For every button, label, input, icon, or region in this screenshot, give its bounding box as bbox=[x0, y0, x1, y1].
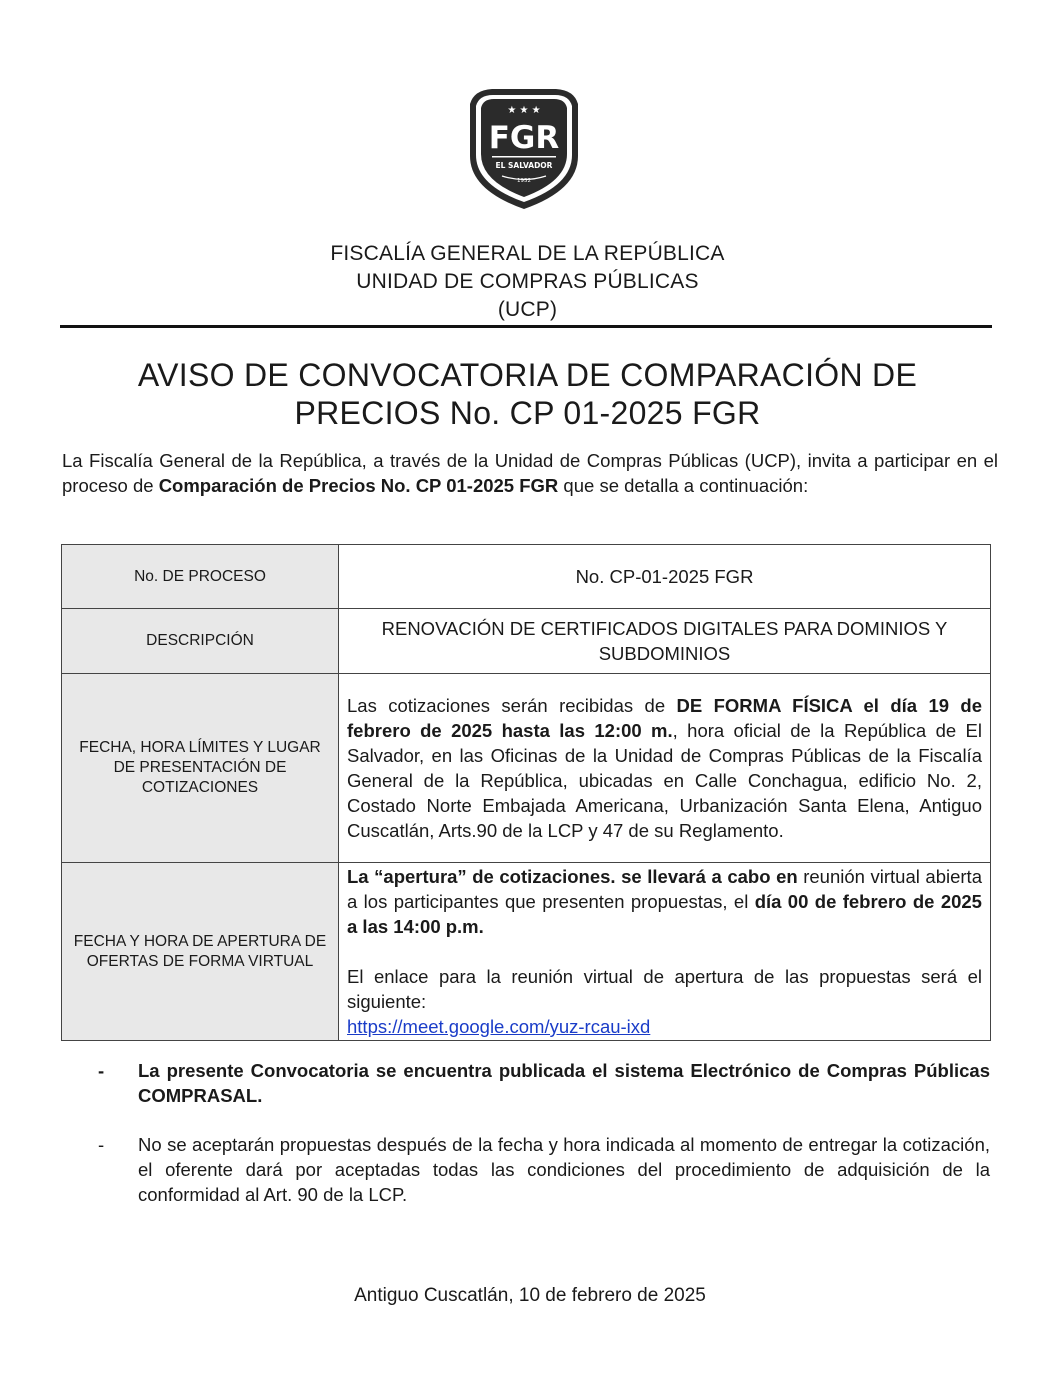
table-row bbox=[62, 863, 991, 1041]
meeting-link[interactable]: https://meet.google.com/yuz-rcau-ixd bbox=[347, 1016, 651, 1037]
bullet-dash: - bbox=[98, 1060, 105, 1081]
shield-emblem-icon bbox=[462, 86, 586, 212]
bullet-text: No se aceptarán propuestas después de la fecha y hora indicada al momento de entregar la cotización, el oferente dará por aceptadas todas las condiciones del procedimiento de adquisición de la conformidad al Art. 90 de la LCP. bbox=[138, 1134, 990, 1205]
notes-list bbox=[98, 1058, 990, 1231]
opening-bold-2: día 00 de febrero de 2025 a las 14:00 p.m. bbox=[347, 891, 982, 937]
meeting-link-intro: El enlace para la reunión virtual de apertura de las propuestas será el siguiente: bbox=[347, 966, 982, 1012]
opening-paragraph bbox=[347, 864, 982, 939]
process-details-table bbox=[61, 544, 991, 1041]
header-line-3: (UCP) bbox=[497, 298, 558, 321]
value-virtual-opening bbox=[339, 863, 991, 1041]
label-submission-deadline: FECHA, HORA LÍMITES Y LUGAR DE PRESENTACIÓN DE COTIZACIONES bbox=[62, 674, 339, 863]
table-row bbox=[62, 545, 991, 609]
label-process-number: No. DE PROCESO bbox=[62, 545, 339, 609]
list-item bbox=[98, 1132, 990, 1207]
header-line-2: UNIDAD DE COMPRAS PÚBLICAS bbox=[356, 270, 699, 293]
list-item bbox=[98, 1058, 990, 1108]
opening-text-1: reunión virtual abierta a los participantes que presenten propuestas, el bbox=[347, 866, 982, 912]
opening-bold-1: La “apertura” de cotizaciones. se llevará a cabo en bbox=[347, 866, 798, 887]
fgr-logo bbox=[462, 86, 586, 212]
intro-text-2: que se detalla a continuación: bbox=[558, 475, 809, 496]
title-line-1: AVISO DE CONVOCATORIA DE COMPARACIÓN DE bbox=[137, 357, 918, 393]
intro-bold: Comparación de Precios No. CP 01-2025 FGR bbox=[158, 475, 559, 496]
value-description: RENOVACIÓN DE CERTIFICADOS DIGITALES PARA DOMINIOS Y SUBDOMINIOS bbox=[339, 609, 991, 674]
submission-bold: DE FORMA FÍSICA el día 19 de febrero de 2025 hasta las 12:00 m. bbox=[347, 695, 983, 741]
intro-paragraph bbox=[62, 448, 998, 498]
header-line-1: FISCALÍA GENERAL DE LA REPÚBLICA bbox=[330, 242, 725, 265]
value-submission-deadline bbox=[339, 674, 991, 863]
value-process-number: No. CP-01-2025 FGR bbox=[339, 545, 991, 609]
intro-text-1: La Fiscalía General de la República, a través de la Unidad de Compras Públicas (UCP), invita a participar en el proceso de bbox=[62, 450, 998, 496]
place-and-date: Antiguo Cuscatlán, 10 de febrero de 2025 bbox=[354, 1285, 706, 1306]
svg-text:1952: 1952 bbox=[517, 178, 531, 184]
header-divider bbox=[60, 325, 992, 328]
submission-text-1: Las cotizaciones serán recibidas de bbox=[347, 695, 677, 716]
table-row bbox=[62, 609, 991, 674]
label-virtual-opening: FECHA Y HORA DE APERTURA DE OFERTAS DE FORMA VIRTUAL bbox=[62, 863, 339, 1041]
table-row bbox=[62, 674, 991, 863]
svg-text:EL SALVADOR: EL SALVADOR bbox=[495, 161, 553, 170]
svg-text:★ ★ ★: ★ ★ ★ bbox=[507, 105, 541, 116]
submission-text-2: , hora oficial de la República de El Salvador, en las Oficinas de la Unidad de Compras Públicas de la Fiscalía General de la República, ubicadas en Calle Conchagua, edificio No. 2, Costado Norte Embajada Americana, Urbanización Santa Elena, Antiguo Cuscatlán, Arts.90 de la LCP y 47 de su Reglamento. bbox=[347, 720, 982, 841]
page-title bbox=[40, 356, 1015, 432]
label-description: DESCRIPCIÓN bbox=[62, 609, 339, 674]
title-line-2: PRECIOS No. CP 01-2025 FGR bbox=[294, 395, 761, 431]
bullet-text: La presente Convocatoria se encuentra publicada el sistema Electrónico de Compras Públicas COMPRASAL. bbox=[138, 1060, 990, 1106]
svg-text:FGR: FGR bbox=[488, 120, 560, 156]
bullet-dash: - bbox=[98, 1134, 105, 1155]
